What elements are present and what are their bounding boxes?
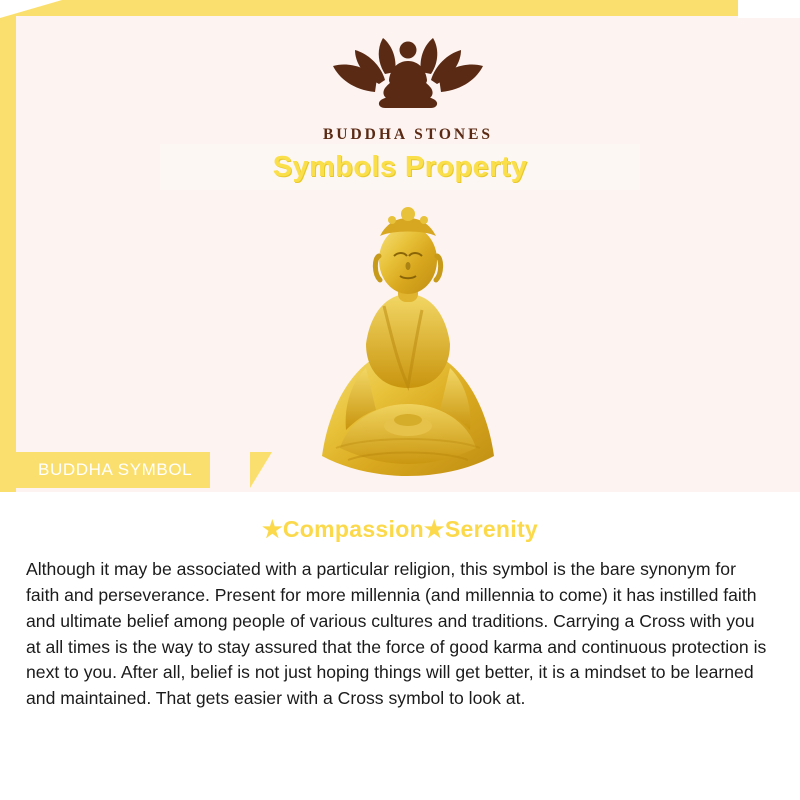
page-title: Symbols Property xyxy=(272,150,528,183)
brand-name: BUDDHA STONES xyxy=(322,126,494,143)
description-paragraph: Although it may be associated with a particular religion, this symbol is the bare synonym for faith and perseverance. Present for more millennia (and millennia to come) it has instilled faith and ultimate belief among people of various cultures and traditions. Carrying a Cross with you at all times is the way to stay assured that the force of good karma and continuous protection is next to you. After all, belief is not just hoping things will get better, it is a mindset to be learned and maintained. That gets easier with a Cross symbol to look at. xyxy=(26,559,767,709)
section-ribbon-tail xyxy=(250,452,272,488)
lotus-meditation-figure-icon xyxy=(323,30,493,122)
star-icon-right: ★ xyxy=(423,516,445,542)
brand-logo xyxy=(16,30,800,144)
buddha-statue-illustration xyxy=(288,198,528,490)
keyword-compassion: Compassion xyxy=(282,516,424,542)
star-icon-left: ★ xyxy=(261,516,283,542)
description-panel xyxy=(0,492,800,800)
title-banner xyxy=(160,144,640,190)
section-ribbon-label: BUDDHA SYMBOL xyxy=(38,460,193,479)
decorative-top-border xyxy=(0,0,800,16)
keyword-serenity: Serenity xyxy=(444,516,539,542)
section-ribbon xyxy=(16,452,210,488)
keywords-line xyxy=(26,516,774,543)
